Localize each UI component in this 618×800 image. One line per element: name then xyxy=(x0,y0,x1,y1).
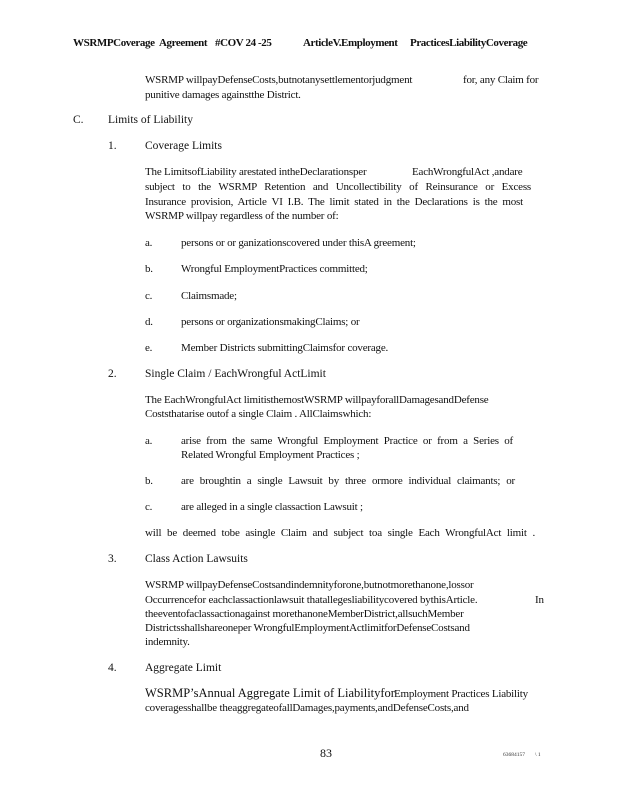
header-number: #COV 24 -25 xyxy=(215,37,272,49)
s3-line3: theeventofaclassactionagainst morethanoneMemberDistrict,allsuchMember xyxy=(145,608,464,620)
s2-para-l1: The EachWrongfulAct limitisthemostWSRMP willpayforallDamagesandDefense xyxy=(145,394,489,406)
document-code: 63684157 xyxy=(503,752,525,758)
s2-closing: will be deemed tobe asingle Claim and subject toa single Each WrongfulAct limit . xyxy=(145,527,535,539)
s2-para-l2: Coststhatarise outof a single Claim . AllClaimswhich: xyxy=(145,408,372,420)
s1-item-text: Wrongful EmploymentPractices committed; xyxy=(181,263,368,275)
s1-title: Coverage Limits xyxy=(145,140,222,152)
s4-title: Aggregate Limit xyxy=(145,662,222,674)
s2-item-line1: arise from the same Wrongful Employment Practice or from a Series of xyxy=(181,435,513,447)
s1-para-l3: Insurance provision, Article VI I.B. The limit stated in the Declarations is the most xyxy=(145,196,523,208)
s3-title: Class Action Lawsuits xyxy=(145,553,248,565)
s1-item-text: persons or organizationsmakingClaims; or xyxy=(181,316,360,328)
s1-item-text: Member Districts submittingClaimsfor coverage. xyxy=(181,342,389,354)
s4-line2: coveragesshallbe theaggregateofallDamages,payments,andDefenseCosts,and xyxy=(145,702,469,714)
s3-number: 3. xyxy=(108,553,117,565)
section-c-letter: C. xyxy=(73,114,84,126)
intro-line1-left: WSRMP willpayDefenseCosts,butnotanysettlementorjudgment xyxy=(145,74,413,86)
s1-item-letter: e. xyxy=(145,342,153,354)
s1-para-l1-right: EachWrongfulAct ,andare xyxy=(412,166,523,178)
s1-item-letter: d. xyxy=(145,316,153,328)
s2-item-line1: are alleged in a single classaction Lawsuit ; xyxy=(181,501,363,513)
intro-line1-right: for, any Claim for xyxy=(463,74,539,86)
page-number: 83 xyxy=(320,746,332,760)
s2-number: 2. xyxy=(108,368,117,380)
section-c-title: Limits of Liability xyxy=(108,114,193,126)
header-coverage: PracticesLiabilityCoverage xyxy=(410,37,528,49)
footer-mark: \ 1 xyxy=(535,752,541,758)
s1-item-letter: a. xyxy=(145,237,153,249)
s2-title: Single Claim / EachWrongful ActLimit xyxy=(145,368,326,380)
s3-line2-left: Occurrencefor eachclassactionlawsuit thatallegesliabilitycovered bythisArticle. xyxy=(145,594,478,606)
s2-item-letter: a. xyxy=(145,435,153,447)
s4-line1-left: WSRMP’sAnnual Aggregate Limit of Liabilityfor xyxy=(145,686,395,700)
header-agreement: Agreement xyxy=(159,37,208,49)
s2-item-letter: c. xyxy=(145,501,153,513)
header-article: ArticleV.Employment xyxy=(303,37,398,49)
s2-item-line1: are broughtin a single Lawsuit by three ormore individual claimants; or xyxy=(181,475,515,487)
header-doc: WSRMPCoverage xyxy=(73,37,155,49)
s3-line2-right: In xyxy=(535,594,544,606)
s2-item-letter: b. xyxy=(145,475,153,487)
s1-item-letter: c. xyxy=(145,290,153,302)
s3-line1: WSRMP willpayDefenseCostsandindemnityforone,butnotmorethanone,lossor xyxy=(145,579,474,591)
s3-line4: Districtsshallshareoneper WrongfulEmploymentActlimitforDefenseCostsand xyxy=(145,622,470,634)
s1-item-text: persons or or ganizationscovered under thisA greement; xyxy=(181,237,416,249)
s1-para-l2: subject to the WSRMP Retention and Uncollectibility of Reinsurance or Excess xyxy=(145,181,531,193)
s3-line5: indemnity. xyxy=(145,636,190,648)
s4-number: 4. xyxy=(108,662,117,674)
s1-para-l4: WSRMP willpay regardless of the number of: xyxy=(145,210,339,222)
s1-item-letter: b. xyxy=(145,263,153,275)
s2-item-line2: Related Wrongful Employment Practices ; xyxy=(181,449,360,461)
s4-line1-right: Employment Practices Liability xyxy=(394,688,528,700)
intro-line2: punitive damages againstthe District. xyxy=(145,89,301,101)
s1-number: 1. xyxy=(108,140,117,152)
s1-para-l1-left: The LimitsofLiability arestated intheDeclarationsper xyxy=(145,166,367,178)
s1-item-text: Claimsmade; xyxy=(181,290,237,302)
